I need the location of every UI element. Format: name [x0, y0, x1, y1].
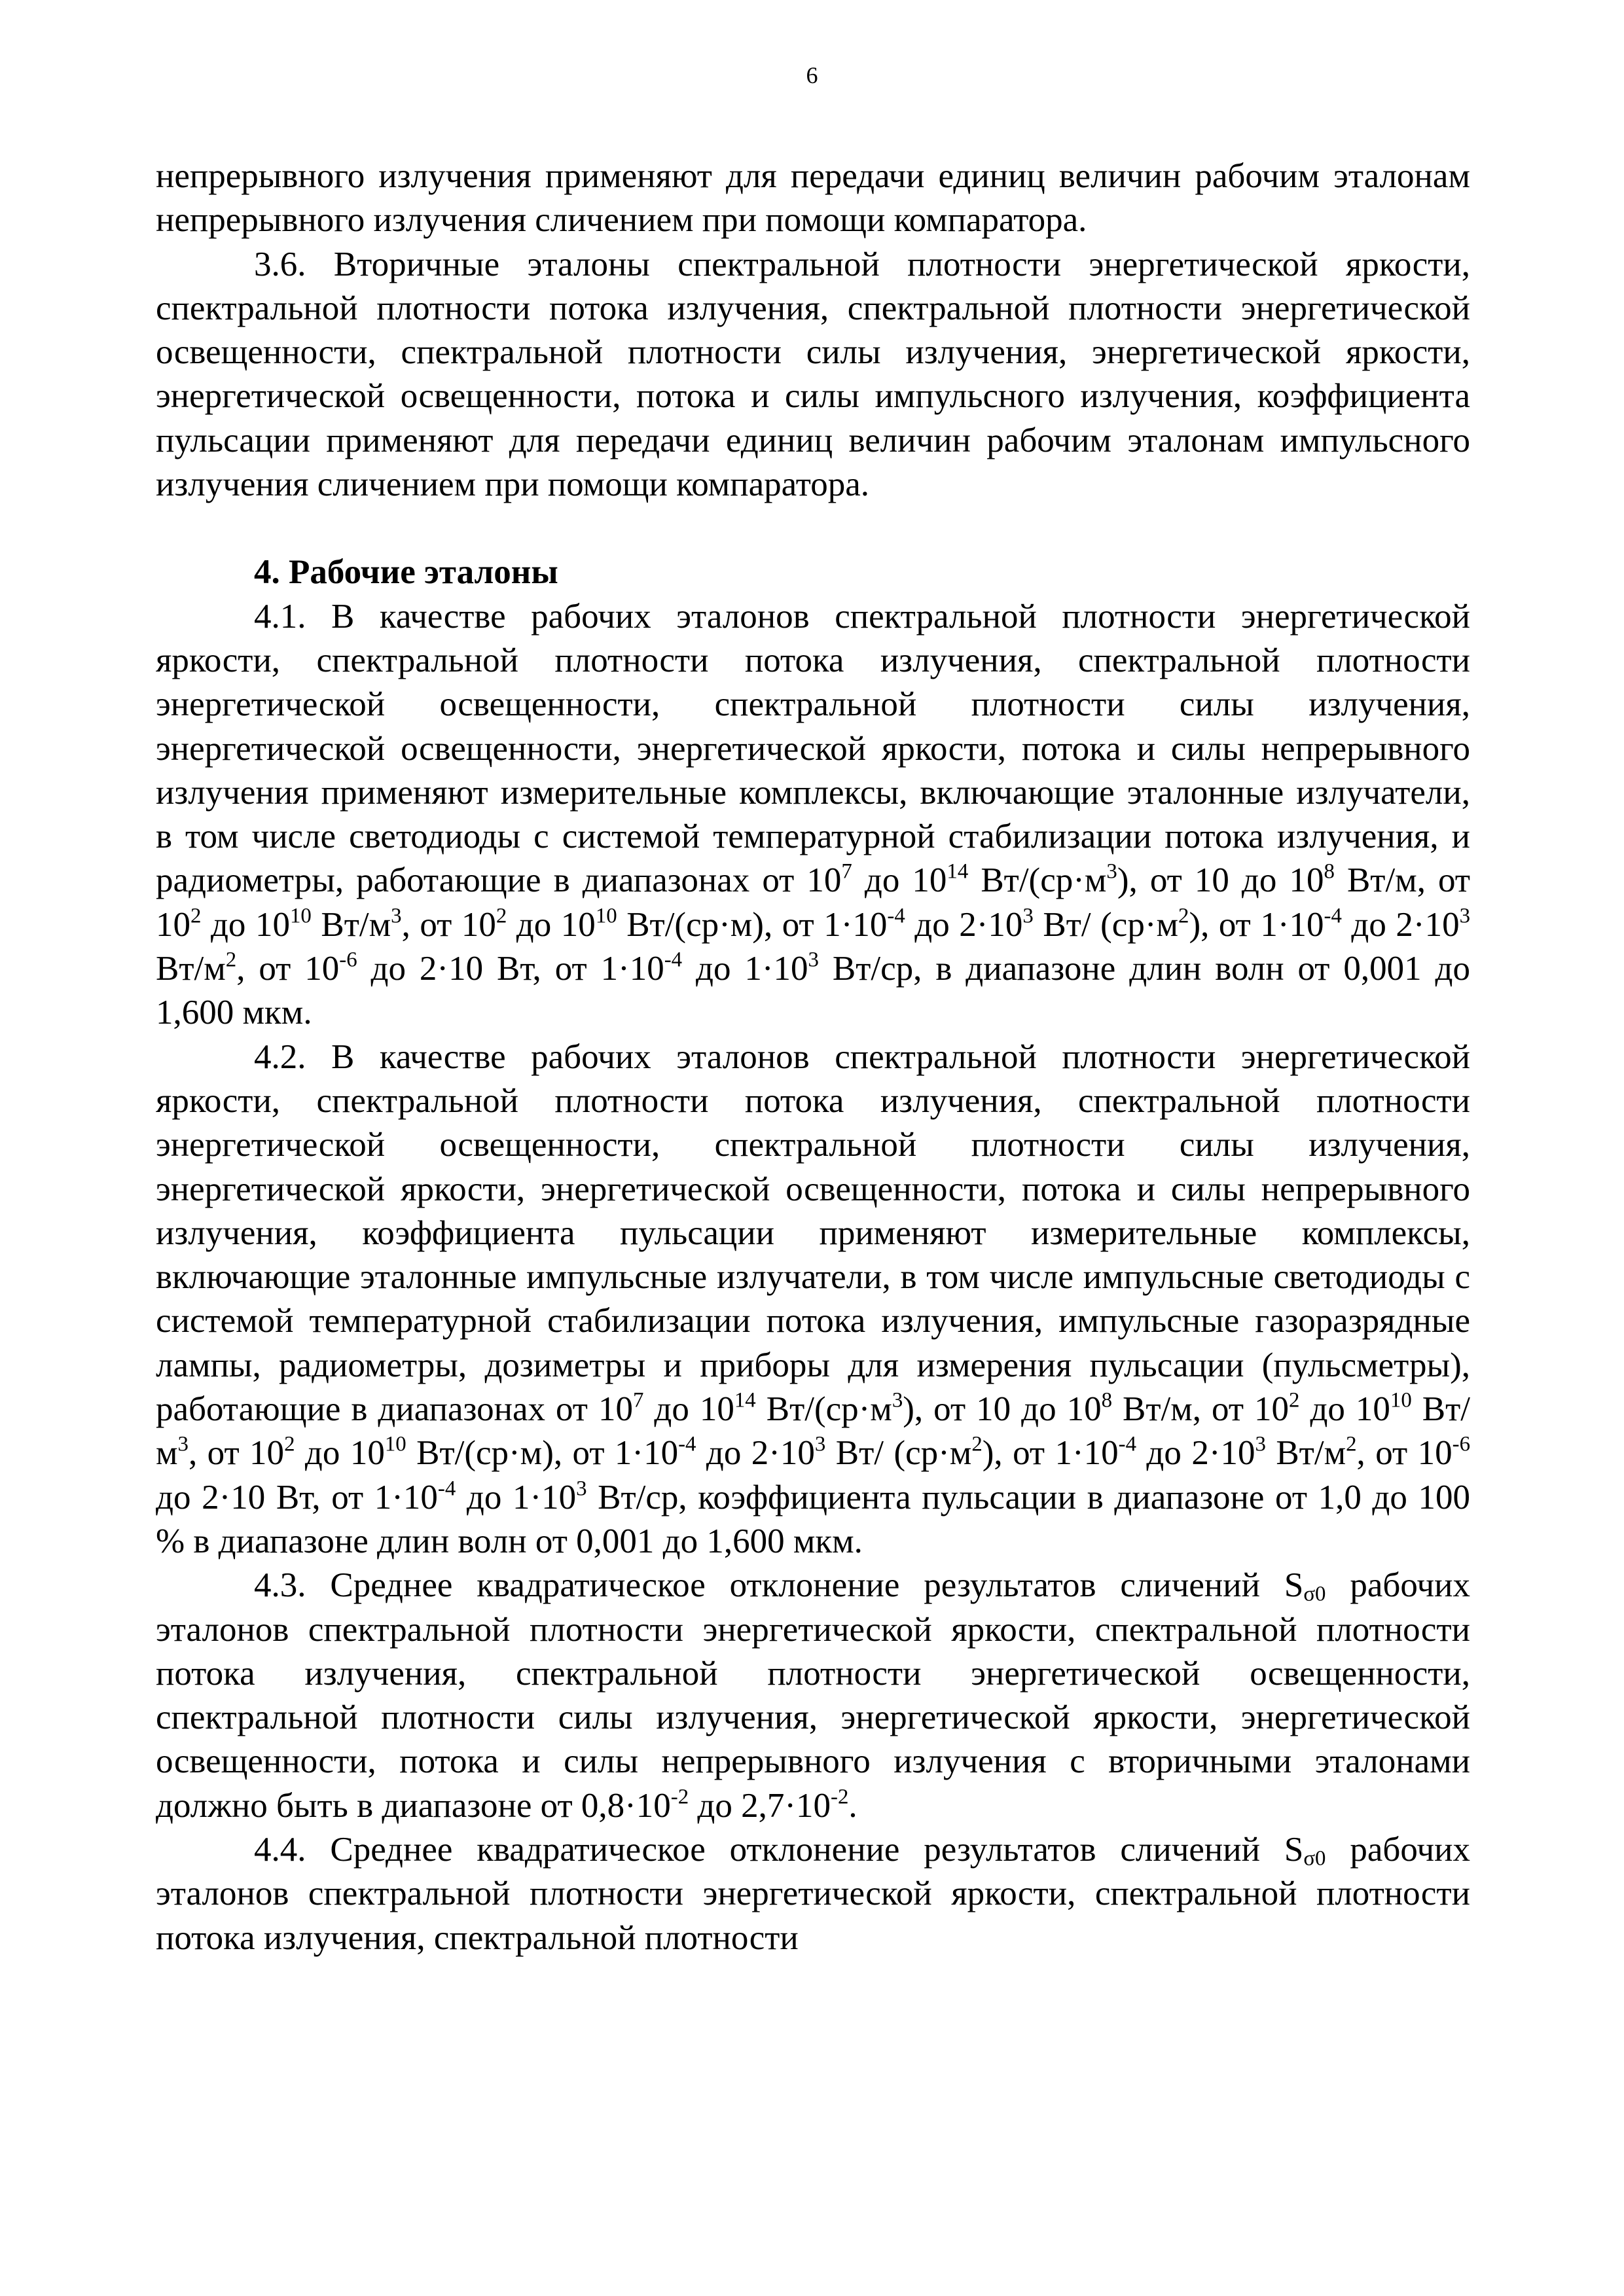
text-segment: рабочих эталонов спектральной плотности энергетической яркости, спектральной плотности потока излучения, спектральной плотности энергетической освещенности, спектральной плотности силы излучения, энергетической яркости, энергетической освещенности, потока и силы непрерывного излучения с вторичными эталонами должно быть в диапазоне от 0,8·10: [156, 1566, 1471, 1825]
superscript: 7: [632, 1388, 644, 1412]
text-segment: Вт/(ср·м), от 1·10: [617, 905, 888, 944]
superscript: 2: [496, 904, 507, 928]
text-segment: до 1·10: [456, 1478, 577, 1516]
text-segment: , от 10: [188, 1434, 285, 1473]
paragraph-3-6: 3.6. Вторичные эталоны спектральной плотности энергетической яркости, спектральной плотности потока излучения, спектральной плотности энергетической освещенности, спектральной плотности силы излучения, энергетической яркости, энергетической освещенности, потока и силы импульсного излучения, коэффициента пульсации применяют для передачи единиц величин рабочим эталонам импульсного излучения сличением при помощи компаратора.: [156, 245, 1470, 504]
superscript: 2: [284, 1432, 295, 1456]
text-segment: до 2·10 Вт, от 1·10: [357, 950, 664, 988]
superscript: -4: [1324, 904, 1342, 928]
text-segment: 4.3. Среднее квадратическое отклонение результатов сличений S: [254, 1566, 1304, 1605]
superscript: -6: [339, 948, 357, 972]
text-segment: до 2·10: [1341, 905, 1460, 944]
superscript: 3: [177, 1432, 189, 1456]
text-segment: Вт/ср, коэффициента пульсации в диапазоне от 1,0 до 100 % в диапазоне длин волн от 0,001 до 1,600 мкм.: [156, 1478, 1471, 1560]
superscript: 14: [734, 1388, 756, 1412]
text-segment: до 10: [295, 1434, 385, 1473]
superscript: 3: [1106, 860, 1117, 884]
text-segment: рабочих эталонов спектральной плотности энергетической яркости, спектральной плотности потока излучения, спектральной плотности: [156, 1830, 1471, 1957]
superscript: 10: [595, 904, 617, 928]
text-segment: до 2·10: [1136, 1434, 1255, 1473]
superscript: -6: [1452, 1432, 1470, 1456]
superscript: 8: [1101, 1388, 1113, 1412]
page-number: 6: [806, 62, 818, 88]
superscript: 3: [1459, 904, 1471, 928]
superscript: 10: [1390, 1388, 1412, 1412]
subscript: σ0: [1303, 1846, 1326, 1871]
text-segment: до 2·10: [905, 905, 1023, 944]
superscript: 8: [1324, 860, 1335, 884]
text-segment: ), от 1·10: [1189, 905, 1324, 944]
text-segment: Вт/(ср·м: [755, 1390, 892, 1429]
superscript: 10: [384, 1432, 406, 1456]
superscript: 3: [808, 948, 819, 972]
superscript: -2: [831, 1785, 849, 1809]
document-body: [156, 154, 1470, 1960]
text-segment: Вт/м: [156, 1390, 1471, 1473]
paragraph-4-3: [156, 1564, 1470, 1828]
text-segment: 4.2. В качестве рабочих эталонов спектральной плотности энергетической яркости, спектральной плотности потока излучения, спектральной плотности энергетической освещенности, спектральной плотности силы излучения, энергетической яркости, энергетической освещенности, потока и силы непрерывного излучения, коэффициента пульсации применяют измерительные комплексы, включающие эталонные импульсные излучатели, в том числе импульсные светодиоды с системой температурной стабилизации потока излучения, импульсные газоразрядные лампы, радиометры, дозиметры и приборы для измерения пульсации (пульсметры), работающие в диапазонах от 10: [156, 1037, 1470, 1429]
text-segment: , от 10: [401, 905, 496, 944]
text-segment: до 2,7·10: [689, 1786, 831, 1825]
text-segment: ), от 10 до 10: [903, 1390, 1102, 1429]
superscript: -4: [678, 1432, 696, 1456]
paragraph-4-1: [156, 595, 1470, 1035]
superscript: -2: [670, 1785, 689, 1809]
superscript: 2: [971, 1432, 983, 1456]
superscript: 3: [576, 1477, 587, 1501]
section-spacer: [156, 507, 1470, 550]
text-segment: Вт/м, от 10: [156, 861, 1470, 944]
superscript: 2: [1346, 1432, 1357, 1456]
text-segment: до 2·10 Вт, от 1·10: [156, 1478, 438, 1516]
text-segment: до 10: [507, 905, 596, 944]
text-segment: до 1·10: [682, 950, 808, 988]
text-segment: до 10: [852, 861, 947, 900]
text-segment: , от 10: [236, 950, 340, 988]
superscript: -4: [664, 948, 683, 972]
superscript: 2: [1178, 904, 1189, 928]
superscript: 2: [1289, 1388, 1300, 1412]
paragraph-4-4: [156, 1828, 1470, 1960]
paragraph-4-2: [156, 1035, 1470, 1564]
superscript: 14: [947, 860, 969, 884]
superscript: 3: [1255, 1432, 1266, 1456]
text-segment: до 2·10: [696, 1434, 815, 1473]
text-segment: до 10: [643, 1390, 734, 1429]
text-segment: до 10: [1299, 1390, 1390, 1429]
text-segment: Вт/ (ср·м: [1033, 905, 1179, 944]
text-segment: ), от 10 до 10: [1117, 861, 1324, 900]
text-segment: 4.4. Среднее квадратическое отклонение результатов сличений S: [254, 1830, 1304, 1869]
text-segment: Вт/ср, в диапазоне длин волн от 0,001 до 1,600 мкм.: [156, 950, 1470, 1032]
text-segment: до 10: [201, 905, 290, 944]
superscript: 3: [1022, 904, 1034, 928]
superscript: 7: [841, 860, 852, 884]
text-segment: Вт/м: [311, 905, 391, 944]
superscript: 2: [190, 904, 202, 928]
text-segment: ), от 1·10: [982, 1434, 1119, 1473]
text-segment: Вт/м: [1265, 1434, 1346, 1473]
text-segment: Вт/(ср·м), от 1·10: [406, 1434, 679, 1473]
superscript: 10: [289, 904, 312, 928]
text-segment: 4.1. В качестве рабочих эталонов спектральной плотности энергетической яркости, спектральной плотности потока излучения, спектральной плотности энергетической освещенности, спектральной плотности силы излучения, энергетической освещенности, энергетической яркости, потока и силы непрерывного излучения применяют измерительные комплексы, включающие эталонные излучатели, в том числе светодиоды с системой температурной стабилизации потока излучения, и радиометры, работающие в диапазонах от 10: [156, 597, 1470, 900]
superscript: 2: [225, 948, 237, 972]
text-segment: Вт/м: [156, 950, 226, 988]
section-heading: 4. Рабочие эталоны: [254, 553, 558, 592]
paragraph-intro: непрерывного излучения применяют для передачи единиц величин рабочим эталонам непрерывного излучения сличением при помощи компаратора.: [156, 157, 1470, 240]
subscript: σ0: [1303, 1582, 1326, 1606]
superscript: 3: [892, 1388, 903, 1412]
superscript: -4: [437, 1477, 456, 1501]
text-segment: Вт/м, от 10: [1112, 1390, 1290, 1429]
text-segment: .: [848, 1786, 857, 1825]
superscript: 3: [814, 1432, 826, 1456]
superscript: -4: [887, 904, 905, 928]
text-segment: Вт/(ср·м: [968, 861, 1107, 900]
text-segment: , от 10: [1356, 1434, 1453, 1473]
superscript: 3: [391, 904, 402, 928]
text-segment: Вт/ (ср·м: [825, 1434, 972, 1473]
superscript: -4: [1118, 1432, 1136, 1456]
